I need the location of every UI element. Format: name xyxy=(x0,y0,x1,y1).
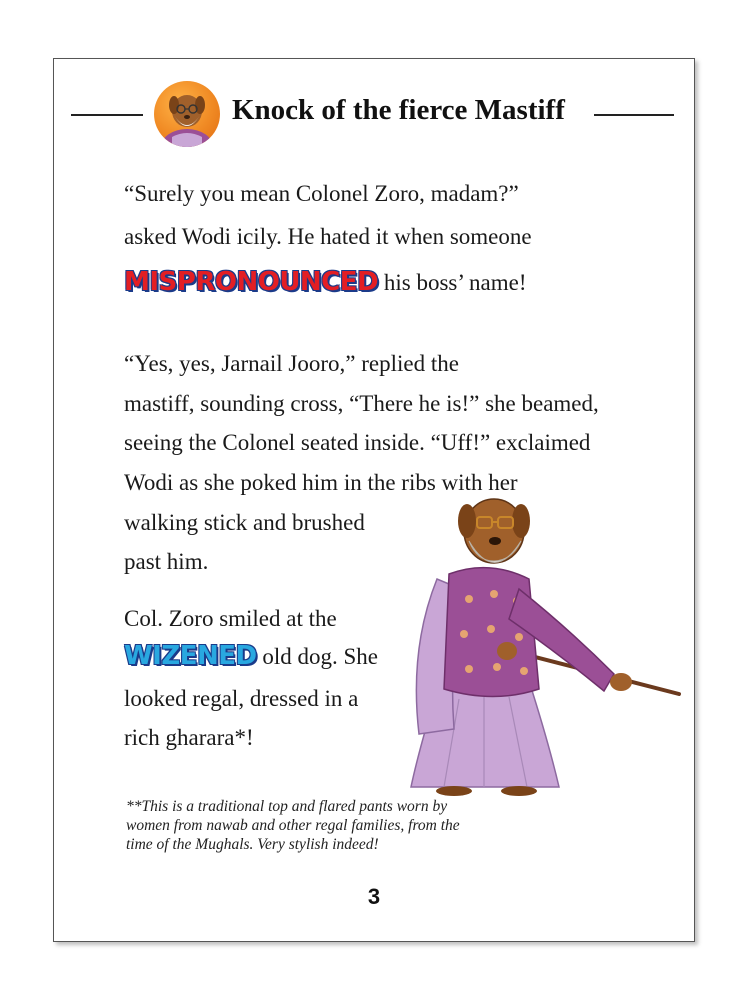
text-line: seeing the Colonel seated inside. “Uff!” exclaimed xyxy=(124,430,591,455)
highlight-word-wizened: WIZENED xyxy=(124,641,257,671)
text-line: “Surely you mean Colonel Zoro, madam?” xyxy=(124,181,519,206)
header-rule-right xyxy=(594,114,674,116)
text-line: “Yes, yes, Jarnail Jooro,” replied the xyxy=(124,351,459,376)
text-line: looked regal, dressed in a xyxy=(124,686,359,711)
header-rule-left xyxy=(71,114,143,116)
text-line: mastiff, sounding cross, “There he is!” she beamed, xyxy=(124,391,599,416)
text-fragment: his boss’ name! xyxy=(378,270,527,295)
footnote xyxy=(126,797,596,854)
page-frame xyxy=(53,58,695,942)
page-number: 3 xyxy=(367,884,381,909)
text-line: asked Wodi icily. He hated it when someone xyxy=(124,224,532,249)
footnote-line: time of the Mughals. Very stylish indeed! xyxy=(126,836,379,853)
text-line: Wodi as she poked him in the ribs with her xyxy=(124,470,518,495)
mastiff-avatar-icon xyxy=(154,81,220,147)
text-fragment: old dog. She xyxy=(256,644,378,669)
text-line: Col. Zoro smiled at the xyxy=(124,606,337,631)
footnote-line: **This is a traditional top and flared pants worn by xyxy=(126,798,448,815)
mastiff-illustration xyxy=(399,469,689,799)
text-line: past him. xyxy=(124,549,209,574)
chapter-header xyxy=(54,81,694,151)
chapter-title: Knock of the fierce Mastiff xyxy=(232,94,565,126)
text-line: rich gharara*! xyxy=(124,725,254,750)
footnote-line: women from nawab and other regal families, from the xyxy=(126,817,460,834)
highlight-word-mispronounced: MISPRONOUNCED xyxy=(124,267,379,297)
text-line xyxy=(124,641,378,672)
text-line: walking stick and brushed xyxy=(124,510,365,535)
text-line xyxy=(124,267,527,298)
